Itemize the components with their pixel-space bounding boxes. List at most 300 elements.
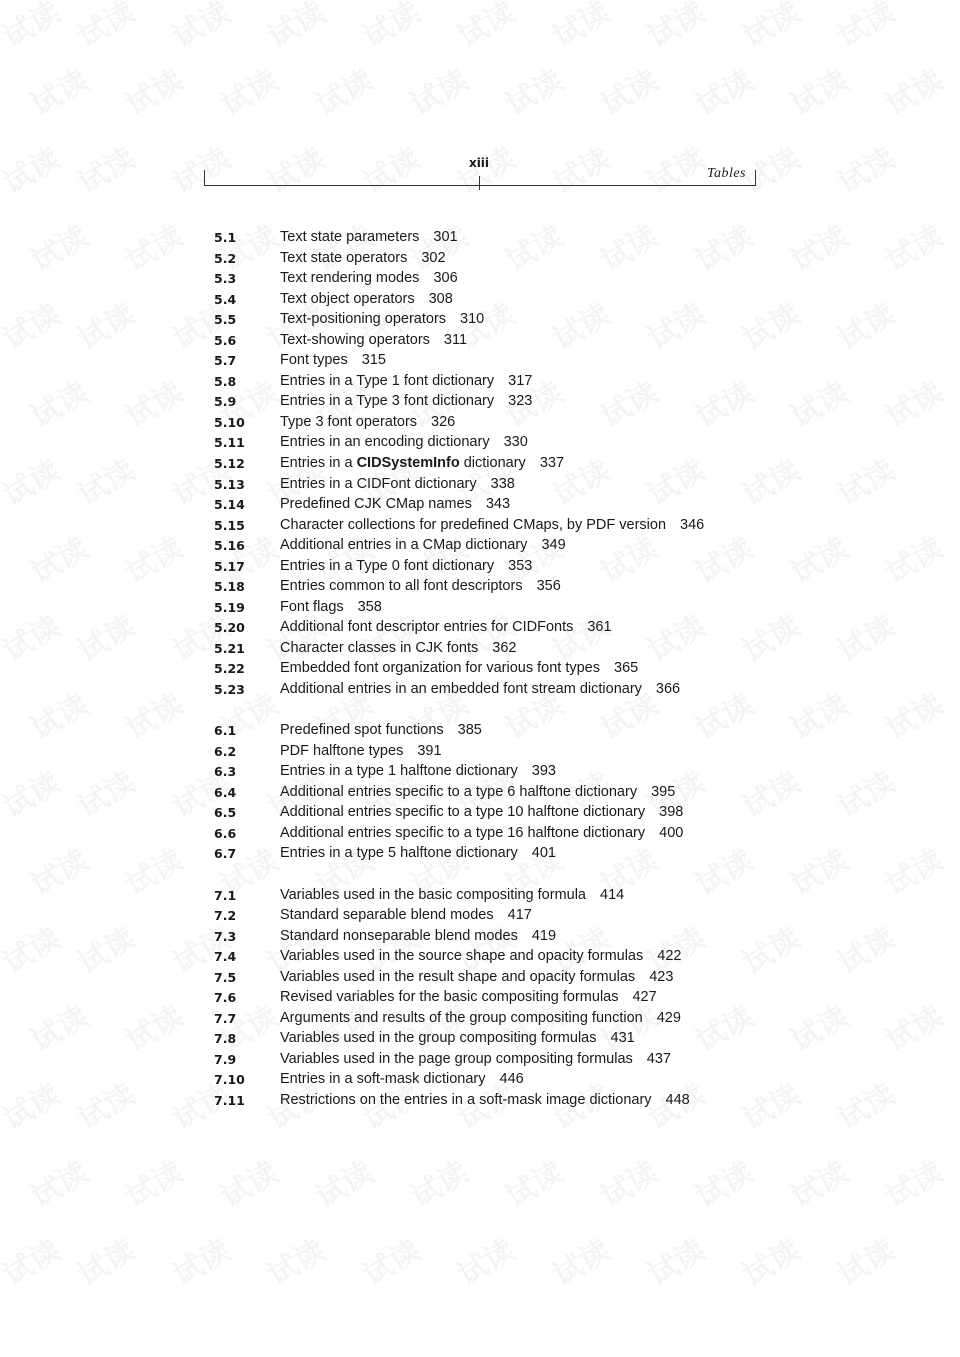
watermark-mark — [448, 1226, 522, 1294]
watermark-mark — [828, 602, 902, 670]
watermark-mark — [828, 758, 902, 826]
watermark-mark — [0, 758, 67, 826]
running-head-title: Tables — [706, 166, 746, 181]
watermark-mark — [781, 680, 855, 748]
toc-entry-text — [280, 967, 673, 988]
page-reference: 437 — [646, 1050, 671, 1067]
toc-entry[interactable] — [214, 926, 734, 947]
toc-entry-text — [280, 535, 566, 556]
table-title: Entries in a CIDFont dictionary — [280, 475, 477, 492]
table-title: Arguments and results of the group compositing function — [280, 1009, 643, 1026]
table-number: 5.16 — [214, 538, 245, 554]
toc-entry[interactable] — [214, 987, 734, 1008]
table-number: 6.7 — [214, 846, 237, 862]
toc-entry-text — [280, 638, 516, 659]
table-number: 7.11 — [214, 1092, 245, 1108]
page-reference: 395 — [651, 783, 676, 800]
header-rule-right-tick — [755, 170, 756, 186]
table-title: Text state operators — [280, 249, 408, 266]
watermark-mark — [876, 524, 950, 592]
page-reference: 448 — [665, 1091, 690, 1108]
table-number: 7.1 — [214, 887, 237, 903]
watermark-mark — [68, 602, 142, 670]
toc-entry-text — [280, 987, 657, 1008]
table-title-prefix: Entries in a — [280, 455, 357, 472]
toc-entry[interactable] — [214, 823, 734, 844]
toc-entry-text — [280, 268, 458, 289]
page-reference: 310 — [460, 311, 485, 328]
toc-entry[interactable] — [214, 1049, 734, 1070]
watermark-mark — [21, 680, 95, 748]
page-reference: 306 — [433, 270, 458, 287]
table-title: Text-positioning operators — [280, 311, 447, 328]
watermark-mark — [306, 56, 380, 124]
page-reference: 366 — [655, 681, 681, 698]
group-spacer — [214, 864, 734, 885]
table-number: 6.2 — [214, 743, 237, 759]
watermark-mark — [781, 1148, 855, 1216]
watermark-mark — [876, 992, 950, 1060]
page-reference: 362 — [492, 639, 517, 656]
toc-entry[interactable] — [214, 371, 734, 392]
toc-entry-text — [280, 782, 675, 803]
watermark-mark — [21, 992, 95, 1060]
page-reference: 401 — [531, 845, 556, 862]
table-title: Font flags — [280, 598, 344, 615]
table-title: Additional entries specific to a type 6 halftone dictionary — [280, 783, 638, 800]
watermark-mark — [0, 134, 67, 202]
table-number: 5.15 — [214, 517, 245, 533]
table-title: Variables used in the group compositing formulas — [280, 1030, 597, 1047]
toc-entry[interactable] — [214, 391, 734, 412]
toc-entry-text — [280, 597, 382, 618]
watermark-mark — [828, 914, 902, 982]
toc-entry[interactable] — [214, 309, 734, 330]
watermark-mark — [591, 56, 665, 124]
table-title: Text rendering modes — [280, 270, 420, 287]
watermark-mark — [0, 914, 67, 982]
watermark-mark — [828, 134, 902, 202]
table-title: Standard nonseparable blend modes — [280, 927, 518, 944]
toc-entry[interactable] — [214, 350, 734, 371]
watermark-mark — [733, 758, 807, 826]
table-title: Embedded font organization for various font types — [280, 660, 600, 677]
toc-entry[interactable] — [214, 597, 734, 618]
table-number: 6.3 — [214, 764, 237, 780]
watermark-mark — [353, 0, 427, 56]
page-reference: 385 — [457, 722, 482, 739]
table-title: Character collections for predefined CMaps, by PDF version — [280, 516, 667, 533]
toc-entry-text — [280, 474, 515, 495]
watermark-mark — [733, 1226, 807, 1294]
toc-entry[interactable] — [214, 843, 734, 864]
watermark-mark — [258, 1226, 332, 1294]
page-reference: 393 — [531, 763, 556, 780]
toc-entry-text — [280, 248, 446, 269]
table-title-suffix: dictionary — [459, 455, 526, 472]
watermark-mark — [733, 0, 807, 56]
toc-entry-text — [280, 556, 532, 577]
toc-entry-text — [280, 453, 564, 474]
watermark-mark — [116, 524, 190, 592]
table-number: 5.20 — [214, 620, 245, 636]
toc-entry[interactable] — [214, 967, 734, 988]
toc-entry-text — [280, 885, 624, 906]
watermark-mark — [116, 368, 190, 436]
table-title: Text object operators — [280, 290, 415, 307]
toc-entry[interactable] — [214, 638, 734, 659]
table-title: Additional entries in a CMap dictionary — [280, 537, 528, 554]
table-number: 7.6 — [214, 990, 237, 1006]
table-number: 7.5 — [214, 969, 237, 985]
toc-entry-text — [280, 761, 556, 782]
table-number: 5.13 — [214, 476, 245, 492]
watermark-mark — [116, 680, 190, 748]
toc-entry[interactable] — [214, 556, 734, 577]
watermark-mark — [876, 368, 950, 436]
table-number: 7.4 — [214, 949, 237, 965]
toc-entry[interactable] — [214, 782, 734, 803]
page-reference: 343 — [485, 496, 511, 513]
table-number: 7.2 — [214, 908, 237, 924]
toc-entry[interactable] — [214, 946, 734, 967]
table-number: 6.6 — [214, 825, 237, 841]
watermark-mark — [496, 56, 570, 124]
running-header — [204, 152, 756, 192]
table-number: 5.18 — [214, 579, 245, 595]
watermark-mark — [116, 992, 190, 1060]
toc-entry-text — [280, 432, 528, 453]
table-number: 5.7 — [214, 353, 237, 369]
table-title: Additional font descriptor entries for CIDFonts — [280, 619, 574, 636]
toc-entry-text — [280, 926, 556, 947]
page-reference: 419 — [531, 927, 557, 944]
watermark-mark — [448, 0, 522, 56]
toc-entry-text — [280, 576, 561, 597]
table-title: Entries common to all font descriptors — [280, 578, 523, 595]
watermark-mark — [0, 1226, 67, 1294]
watermark-mark — [116, 212, 190, 280]
page-reference: 422 — [657, 948, 682, 965]
toc-entry[interactable] — [214, 330, 734, 351]
table-title: Entries in a Type 1 font dictionary — [280, 372, 495, 389]
page-reference: 431 — [610, 1030, 635, 1047]
table-title: Variables used in the result shape and opacity formulas — [280, 968, 636, 985]
table-title-code: CIDSystemInfo — [356, 455, 460, 472]
watermark-mark — [116, 836, 190, 904]
toc-entry[interactable] — [214, 227, 734, 248]
table-title: Predefined spot functions — [280, 722, 444, 739]
toc-entry-text — [280, 289, 453, 310]
watermark-mark — [828, 0, 902, 56]
toc-entry[interactable] — [214, 617, 734, 638]
toc-entry[interactable] — [214, 761, 734, 782]
table-title: Entries in a Type 3 font dictionary — [280, 393, 495, 410]
watermark-mark — [781, 212, 855, 280]
table-number: 7.10 — [214, 1072, 245, 1088]
toc-entry[interactable] — [214, 1069, 734, 1090]
watermark-mark — [68, 0, 142, 56]
watermark-mark — [733, 290, 807, 358]
toc-entry-text — [280, 1090, 690, 1111]
watermark-mark — [163, 1226, 237, 1294]
toc-entry-text — [280, 227, 458, 248]
table-list — [214, 227, 734, 1111]
page-reference: 330 — [503, 434, 528, 451]
watermark-mark — [68, 290, 142, 358]
table-number: 6.4 — [214, 784, 237, 800]
watermark-mark — [116, 1148, 190, 1216]
page-reference: 323 — [508, 393, 533, 410]
toc-entry[interactable] — [214, 453, 734, 474]
table-title: Character classes in CJK fonts — [280, 639, 479, 656]
toc-entry-text — [280, 658, 638, 679]
table-number: 5.1 — [214, 230, 237, 245]
toc-entry-text — [280, 1008, 681, 1029]
page-reference: 311 — [443, 331, 468, 348]
group-spacer — [214, 700, 734, 721]
watermark-mark — [591, 1148, 665, 1216]
table-title: Variables used in the page group compositing formulas — [280, 1050, 633, 1067]
page-reference: 356 — [536, 578, 561, 595]
watermark-mark — [401, 1148, 475, 1216]
table-title: Predefined CJK CMap names — [280, 496, 472, 513]
table-title: Revised variables for the basic compositing formulas — [280, 989, 619, 1006]
toc-entry[interactable] — [214, 658, 734, 679]
toc-entry-text — [280, 617, 612, 638]
watermark-mark — [211, 56, 285, 124]
table-title: Text-showing operators — [280, 331, 430, 348]
watermark-mark — [68, 1226, 142, 1294]
toc-entry[interactable] — [214, 576, 734, 597]
toc-entry[interactable] — [214, 679, 734, 700]
table-number: 5.12 — [214, 456, 245, 472]
toc-entry[interactable] — [214, 515, 734, 536]
toc-entry[interactable] — [214, 720, 734, 741]
toc-entry[interactable] — [214, 885, 734, 906]
watermark-mark — [686, 56, 760, 124]
page-reference: 326 — [431, 413, 456, 430]
watermark-mark — [258, 0, 332, 56]
watermark-mark — [828, 446, 902, 514]
page-reference: 358 — [357, 598, 382, 615]
watermark-mark — [828, 290, 902, 358]
table-title: Text state parameters — [280, 229, 420, 245]
toc-entry[interactable] — [214, 802, 734, 823]
page-reference: 346 — [680, 516, 705, 533]
watermark-mark — [876, 56, 950, 124]
watermark-mark — [876, 212, 950, 280]
toc-entry-text — [280, 412, 455, 433]
toc-entry[interactable] — [214, 741, 734, 762]
toc-entry-text — [280, 494, 510, 515]
watermark-mark — [828, 1070, 902, 1138]
toc-entry-text — [280, 1028, 635, 1049]
toc-entry[interactable] — [214, 1090, 734, 1111]
watermark-mark — [543, 0, 617, 56]
toc-entry-text — [280, 391, 532, 412]
toc-entry-text — [280, 515, 704, 536]
toc-entry-text — [280, 843, 556, 864]
table-title: PDF halftone types — [280, 742, 404, 759]
table-number: 7.8 — [214, 1031, 237, 1047]
table-title: Entries in an encoding dictionary — [280, 434, 490, 451]
table-title: Font types — [280, 352, 348, 369]
toc-entry[interactable] — [214, 432, 734, 453]
watermark-mark — [781, 992, 855, 1060]
page-reference: 361 — [587, 619, 612, 636]
table-title: Additional entries in an embedded font stream dictionary — [280, 681, 642, 698]
table-number: 5.21 — [214, 640, 245, 656]
table-number: 5.8 — [214, 373, 237, 389]
table-number: 5.9 — [214, 394, 237, 410]
watermark-mark — [0, 290, 67, 358]
toc-entry-text — [280, 823, 683, 844]
page-reference: 446 — [499, 1071, 524, 1088]
header-rule — [204, 185, 756, 186]
table-title: Additional entries specific to a type 10 halftone dictionary — [280, 804, 646, 821]
table-number: 7.7 — [214, 1010, 237, 1026]
table-number: 5.6 — [214, 332, 237, 348]
watermark-mark — [733, 602, 807, 670]
watermark-mark — [876, 680, 950, 748]
header-rule-left-tick — [204, 170, 205, 186]
watermark-mark — [638, 0, 712, 56]
watermark-mark — [876, 836, 950, 904]
page-reference: 338 — [490, 475, 515, 492]
watermark-mark — [21, 524, 95, 592]
table-number: 6.1 — [214, 723, 237, 739]
table-number: 5.2 — [214, 250, 237, 266]
toc-entry-text — [280, 946, 681, 967]
table-number: 5.5 — [214, 312, 237, 328]
table-number: 5.3 — [214, 271, 237, 287]
toc-entry[interactable] — [214, 248, 734, 269]
watermark-mark — [543, 1226, 617, 1294]
page-reference: 317 — [508, 372, 533, 389]
watermark-mark — [0, 446, 67, 514]
table-title: Standard separable blend modes — [280, 907, 494, 924]
table-title: Type 3 font operators — [280, 413, 418, 430]
toc-entry[interactable] — [214, 535, 734, 556]
toc-entry-text — [280, 802, 683, 823]
page-reference: 427 — [632, 989, 657, 1006]
toc-entry[interactable] — [214, 1008, 734, 1029]
watermark-mark — [781, 524, 855, 592]
watermark-mark — [0, 602, 67, 670]
header-rule-center-tick — [479, 176, 480, 190]
page-reference: 308 — [428, 290, 453, 307]
watermark-mark — [828, 1226, 902, 1294]
watermark-mark — [211, 1148, 285, 1216]
watermark-mark — [781, 368, 855, 436]
toc-entry-text — [280, 330, 467, 351]
toc-entry-text — [280, 741, 442, 762]
watermark-mark — [21, 56, 95, 124]
watermark-mark — [68, 1070, 142, 1138]
table-number: 7.9 — [214, 1051, 237, 1067]
watermark-mark — [21, 836, 95, 904]
toc-entry-text — [280, 679, 680, 700]
page-reference: 353 — [508, 557, 533, 574]
watermark-mark — [21, 1148, 95, 1216]
watermark-mark — [733, 446, 807, 514]
toc-entry-text — [280, 350, 386, 371]
watermark-mark — [353, 1226, 427, 1294]
toc-entry[interactable] — [214, 289, 734, 310]
toc-entry[interactable] — [214, 494, 734, 515]
table-number: 5.11 — [214, 435, 245, 451]
watermark-mark — [496, 1148, 570, 1216]
table-number: 5.17 — [214, 558, 245, 574]
watermark-mark — [68, 758, 142, 826]
toc-entry-text — [280, 309, 484, 330]
toc-entry[interactable] — [214, 412, 734, 433]
table-number: 5.22 — [214, 661, 245, 677]
toc-entry[interactable] — [214, 905, 734, 926]
page-reference: 349 — [541, 537, 566, 554]
watermark-mark — [116, 56, 190, 124]
toc-entry-text — [280, 1069, 524, 1090]
watermark-mark — [306, 1148, 380, 1216]
toc-entry[interactable] — [214, 268, 734, 289]
toc-entry-text — [280, 905, 532, 926]
watermark-mark — [68, 446, 142, 514]
page-reference: 429 — [656, 1009, 681, 1026]
toc-entry-text — [280, 1049, 671, 1070]
table-title: Variables used in the basic compositing formula — [280, 886, 587, 903]
toc-entry[interactable] — [214, 474, 734, 495]
watermark-mark — [21, 368, 95, 436]
page-reference: 398 — [659, 804, 684, 821]
toc-entry[interactable] — [214, 1028, 734, 1049]
table-number: 5.14 — [214, 497, 245, 513]
watermark-mark — [876, 1148, 950, 1216]
table-title: Entries in a Type 0 font dictionary — [280, 557, 495, 574]
page-number: xiii — [468, 156, 490, 170]
watermark-mark — [68, 134, 142, 202]
page-reference: 302 — [421, 249, 446, 266]
watermark-mark — [781, 836, 855, 904]
watermark-mark — [686, 1148, 760, 1216]
watermark-mark — [21, 212, 95, 280]
page-reference: 301 — [433, 229, 458, 245]
watermark-mark — [0, 0, 67, 56]
table-title: Additional entries specific to a type 16 halftone dictionary — [280, 824, 646, 841]
page-reference: 365 — [614, 660, 639, 677]
page-reference: 414 — [600, 886, 625, 903]
table-title: Variables used in the source shape and opacity formulas — [280, 948, 644, 965]
watermark-mark — [401, 56, 475, 124]
toc-entry-text — [280, 371, 532, 392]
page-reference: 400 — [659, 824, 684, 841]
table-number: 5.23 — [214, 682, 245, 698]
watermark-mark — [163, 0, 237, 56]
table-number: 5.10 — [214, 414, 245, 430]
page-reference: 337 — [539, 455, 565, 472]
page-reference: 417 — [507, 907, 532, 924]
table-title: Entries in a type 1 halftone dictionary — [280, 763, 518, 780]
watermark-mark — [0, 1070, 67, 1138]
watermark-mark — [733, 914, 807, 982]
page-reference: 315 — [361, 352, 386, 369]
watermark-mark — [638, 1226, 712, 1294]
watermark-mark — [781, 56, 855, 124]
table-title: Entries in a soft-mask dictionary — [280, 1071, 486, 1088]
table-number: 5.4 — [214, 291, 237, 307]
table-title: Restrictions on the entries in a soft-mask image dictionary — [280, 1091, 652, 1108]
table-title: Entries in a type 5 halftone dictionary — [280, 845, 518, 862]
